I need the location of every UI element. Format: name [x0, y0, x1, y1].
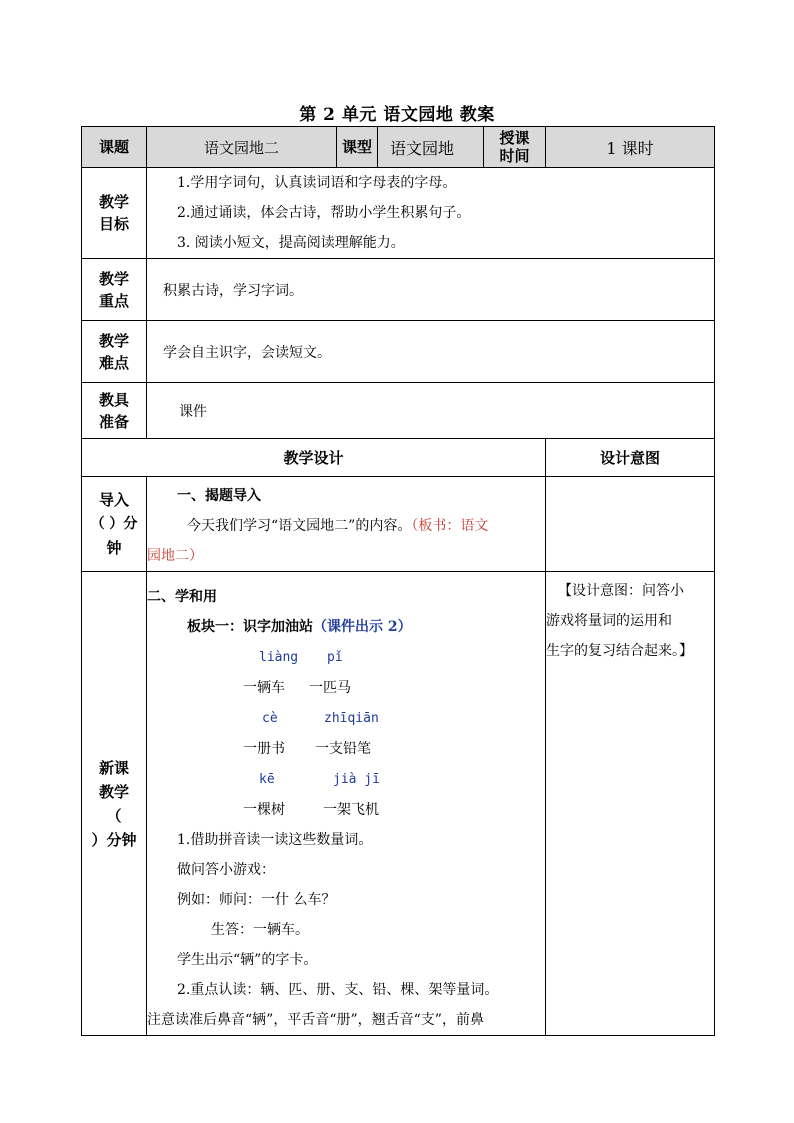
example-answer: 生答：一辆车。 [211, 922, 309, 938]
label-difficulties-line-1: 教学 [98, 331, 129, 350]
design-header-left: 教学设计 [82, 439, 546, 477]
goals-row [82, 168, 715, 259]
label-key-points [82, 259, 147, 321]
step-1: 1.借助拼音读一读这些数量词。 [177, 832, 373, 848]
label-new-lesson [82, 572, 147, 1036]
intro-board-note: （板书：语文 [411, 518, 489, 534]
measure-word: 一架飞机 [323, 802, 379, 818]
measure-word: 一匹马 [309, 680, 351, 696]
intent-line: 【设计意图：问答小 [558, 583, 684, 599]
pinyin: kē [259, 772, 275, 787]
intro-intent [546, 477, 715, 572]
label-intro [82, 477, 147, 572]
pinyin: zhīqiān [324, 711, 379, 726]
block-title-text: 板块一：识字加油站 [187, 619, 313, 635]
difficulties-row [82, 321, 715, 383]
pinyin-row [147, 764, 545, 795]
pronunciation-note: 注意读准后鼻音“辆”，平舌音“册”，翘舌音“支”，前鼻 [147, 1012, 484, 1028]
key-points-text: 积累古诗，学习字词。 [147, 259, 715, 321]
label-new-lesson-line-3: （ [106, 806, 122, 825]
goal-item: 1.学用字词句，认真读词语和字母表的字母。 [177, 175, 457, 191]
label-materials [82, 383, 147, 439]
time-value: 1 课时 [546, 127, 715, 168]
pinyin: pǐ [327, 650, 343, 665]
intro-text-line [147, 511, 545, 541]
label-type: 课型 [337, 127, 378, 168]
intro-text: 今天我们学习“语文园地二”的内容。 [187, 518, 412, 534]
label-new-lesson-line-1: 新课 [98, 758, 129, 777]
pinyin: jià jī [333, 772, 380, 787]
label-materials-line-1: 教具 [98, 390, 129, 409]
intro-content [147, 477, 546, 572]
words-row [147, 734, 545, 764]
pinyin: cè [262, 711, 278, 726]
difficulties-text: 学会自主识字，会读短文。 [147, 321, 715, 383]
new-lesson-heading: 二、学和用 [147, 589, 217, 605]
design-header-row [82, 439, 715, 477]
intro-board-note-cont: 园地二） [147, 548, 203, 564]
label-time [484, 127, 546, 168]
measure-word: 一册书 [243, 741, 285, 757]
materials-row [82, 383, 715, 439]
document-title: 第 2 单元 语文园地 教案 [299, 105, 495, 125]
step-2: 2.重点认读：辆、匹、册、支、铅、棵、架等量词。 [177, 982, 499, 998]
pinyin: liàng [259, 650, 299, 665]
label-new-lesson-line-4: ）分钟 [91, 830, 137, 849]
pinyin-row [147, 642, 545, 673]
measure-word: 一支铅笔 [315, 741, 371, 757]
type-value: 语文园地 [378, 127, 484, 168]
label-new-lesson-line-2: 教学 [98, 782, 129, 801]
intro-row [82, 477, 715, 572]
key-points-row [82, 259, 715, 321]
goal-item: 3. 阅读小短文，提高阅读理解能力。 [177, 235, 405, 251]
header-row [82, 127, 715, 168]
label-key-points-line-1: 教学 [98, 269, 129, 288]
block-courseware-note: （课件出示 2） [313, 619, 412, 635]
goals-content [147, 168, 715, 259]
label-intro-line-2: （ ）分 [90, 516, 138, 532]
new-lesson-intent [546, 572, 715, 1036]
label-time-line-1: 授课 [499, 129, 530, 147]
design-header-right: 设计意图 [546, 439, 715, 477]
label-difficulties-line-2: 难点 [98, 353, 129, 372]
label-intro-line-1: 导入 [98, 491, 129, 509]
example-question: 例如：师问：一什 么车？ [177, 892, 336, 908]
label-topic: 课题 [82, 127, 147, 168]
show-card: 学生出示“辆”的字卡。 [177, 952, 318, 968]
words-row [147, 673, 545, 703]
label-materials-line-2: 准备 [98, 412, 129, 431]
lesson-plan-table [81, 126, 715, 1036]
intro-heading: 一、揭题导入 [177, 488, 261, 504]
new-lesson-row [82, 572, 715, 1036]
intent-line: 生字的复习结合起来。】 [546, 643, 693, 659]
materials-text: 课件 [147, 383, 715, 439]
label-goals-line-1: 教学 [98, 193, 129, 211]
label-goals [82, 168, 147, 259]
measure-word: 一棵树 [243, 802, 285, 818]
label-key-points-line-2: 重点 [98, 291, 129, 310]
goal-item: 2.通过诵读，体会古诗，帮助小学生积累句子。 [177, 205, 471, 221]
block-title [147, 612, 545, 642]
label-difficulties [82, 321, 147, 383]
pinyin-row [147, 703, 545, 734]
words-row [147, 795, 545, 825]
new-lesson-content [147, 572, 546, 1036]
label-time-line-2: 时间 [499, 147, 530, 165]
measure-word: 一辆车 [243, 680, 285, 696]
game-intro: 做问答小游戏： [177, 862, 275, 878]
topic-value: 语文园地二 [147, 127, 337, 168]
label-intro-line-3: 钟 [106, 539, 122, 557]
intent-line: 游戏将量词的运用和 [546, 613, 672, 629]
label-goals-line-2: 目标 [98, 215, 129, 233]
